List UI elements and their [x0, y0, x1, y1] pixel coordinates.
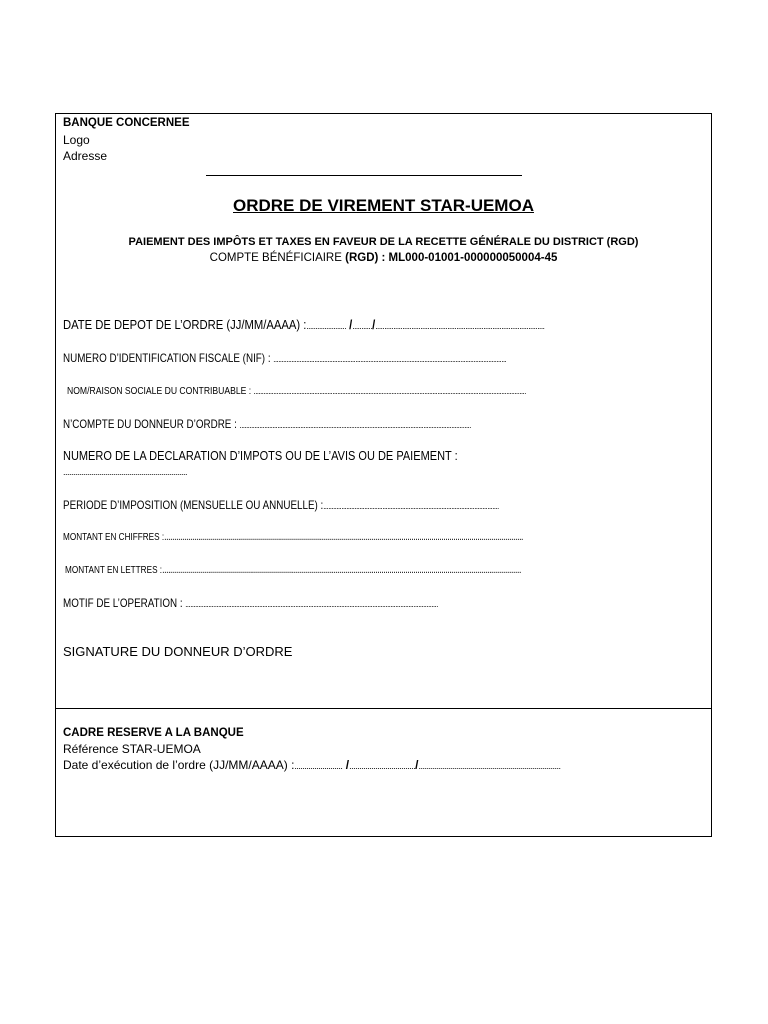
date-depot-field[interactable]: DATE DE DEPOT DE L’ORDRE (JJ/MM/AAAA) :...................... /.........../.............................................................................................. [63, 318, 545, 332]
bank-address-label: Adresse [63, 149, 108, 163]
beneficiary-account-label: COMPTE BÉNÉFICIAIRE [209, 252, 342, 264]
declaration-dots[interactable]: .............................................................. [63, 467, 188, 477]
form-title: ORDRE DE VIREMENT STAR-UEMOA [233, 196, 534, 215]
raison-sociale-field[interactable]: NOM/RAISON SOCIALE DU CONTRIBUABLE : ...................................................................................................................................................................... [67, 385, 526, 397]
motif-field[interactable]: MOTIF DE L’OPERATION : .......................................................................................................................................................... [63, 596, 438, 610]
compte-field[interactable]: N’COMPTE DU DONNEUR D’ORDRE : ............................................................................................................................................. [63, 417, 471, 431]
montant-lettres-label: MONTANT EN LETTRES : [65, 564, 163, 576]
header-separator [206, 175, 522, 176]
transfer-order-form [55, 113, 712, 837]
motif-label: MOTIF DE L’OPERATION : [63, 596, 183, 610]
bank-reserved-heading: CADRE RESERVE A LA BANQUE [63, 727, 244, 739]
star-uemoa-reference: Référence STAR-UEMOA [63, 742, 201, 756]
declaration-label: NUMERO DE LA DECLARATION D’IMPOTS OU DE L’AVIS OU DE PAIEMENT : [63, 449, 458, 463]
compte-label: N’COMPTE DU DONNEUR D’ORDRE : [63, 417, 237, 431]
montant-chiffres-field[interactable]: MONTANT EN CHIFFRES :.................................................................................................................................................................................... [63, 531, 524, 543]
bank-logo-label: Logo [63, 132, 90, 147]
bank-reserved-section [63, 725, 703, 774]
nif-label: NUMERO D’IDENTIFICATION FISCALE (NIF) : [63, 351, 271, 365]
execution-date-field[interactable]: Date d’exécution de l’ordre (JJ/MM/AAAA) :........................ /................................./....................................................................... [63, 758, 561, 772]
periode-field[interactable]: PERIODE D’IMPOSITION (MENSUELLE OU ANNUELLE) :........................................................................................................... [63, 498, 499, 512]
section-divider [56, 708, 711, 709]
periode-label: PERIODE D’IMPOSITION (MENSUELLE OU ANNUELLE) : [63, 498, 324, 512]
nif-field[interactable]: NUMERO D’IDENTIFICATION FISCALE (NIF) : .............................................................................................................................................. [63, 351, 507, 365]
signature-label: SIGNATURE DU DONNEUR D’ORDRE [63, 644, 293, 659]
beneficiary-account-number: (RGD) : ML000-01001-000000050004-45 [345, 252, 558, 264]
date-depot-label: DATE DE DEPOT DE L’ORDRE (JJ/MM/AAAA) : [63, 318, 307, 332]
beneficiary-account [56, 252, 711, 264]
declaration-field[interactable] [63, 449, 705, 463]
execution-date-label: Date d’exécution de l’ordre (JJ/MM/AAAA) : [63, 758, 295, 772]
bank-header [63, 115, 190, 165]
form-subtitle: PAIEMENT DES IMPÔTS ET TAXES EN FAVEUR DE LA RECETTE GÉNÉRALE DU DISTRICT (RGD) [128, 236, 639, 248]
montant-chiffres-label: MONTANT EN CHIFFRES : [63, 531, 165, 543]
bank-heading: BANQUE CONCERNEE [63, 117, 190, 129]
montant-lettres-field[interactable]: MONTANT EN LETTRES :.................................................................................................................................................................................... [65, 564, 521, 576]
raison-sociale-label: NOM/RAISON SOCIALE DU CONTRIBUABLE : [67, 385, 252, 397]
